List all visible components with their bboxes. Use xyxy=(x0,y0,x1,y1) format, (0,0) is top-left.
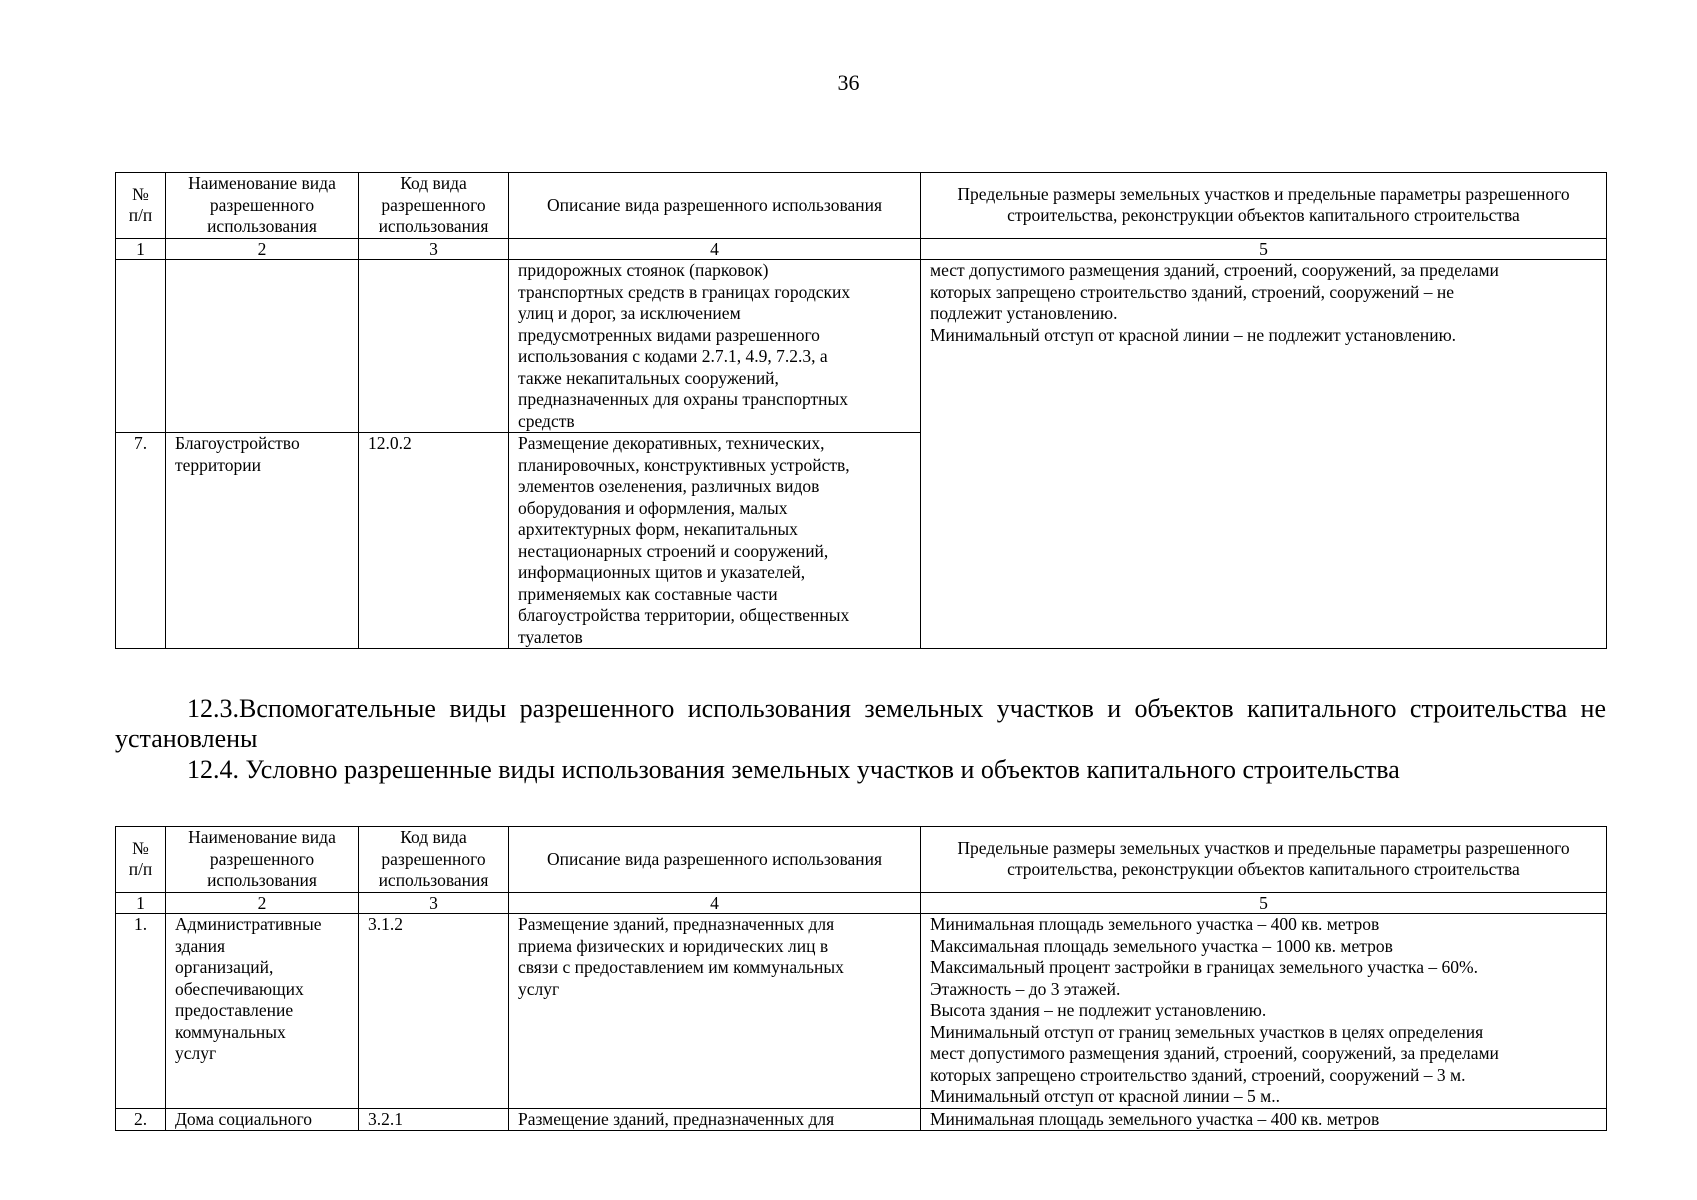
column-number: 5 xyxy=(921,892,1607,914)
row-description-cell: Размещение зданий, предназначенных для приема физических и юридических лиц в связи с предоставлением им коммунальных услуг xyxy=(509,914,921,1109)
column-number: 1 xyxy=(116,238,166,260)
column-number: 2 xyxy=(166,238,359,260)
table-header-row xyxy=(116,173,1607,239)
column-number: 4 xyxy=(509,238,921,260)
section-12-4-heading: 12.4. Условно разрешенные виды использования земельных участков и объектов капитального строительства xyxy=(187,755,1400,784)
row-code-cell xyxy=(359,260,509,433)
section-12-3-heading: 12.3.Вспомогательные виды разрешенного использования земельных участков и объектов капитального строительства не установлены xyxy=(115,694,1606,753)
column-number-row xyxy=(116,892,1607,914)
header-number: № п/п xyxy=(116,827,166,893)
header-number: № п/п xyxy=(116,173,166,239)
table-row xyxy=(116,260,1607,433)
row-number-cell xyxy=(116,260,166,433)
row-parameters-cell: Минимальная площадь земельного участка – 400 кв. метров Максимальная площадь земельного участка – 1000 кв. метров Максимальный процент застройки в границах земельного участка – 60%. Этажность – до 3 этажей. Высота здания – не подлежит установлению. Минимальный отступ от границ земельных участков в целях определения мест допустимого размещения зданий, строений, сооружений, за пределами которых запрещено строительство зданий, строений, сооружений – 3 м. Минимальный отступ от красной линии – 5 м.. xyxy=(921,914,1607,1109)
header-code: Код вида разрешенного использования xyxy=(359,827,509,893)
column-number-row xyxy=(116,238,1607,260)
table-header-row xyxy=(116,827,1607,893)
header-parameters: Предельные размеры земельных участков и предельные параметры разрешенного строительства, реконструкции объектов капитального строительства xyxy=(921,827,1607,893)
row-code-cell: 12.0.2 xyxy=(359,433,509,649)
row-name-cell xyxy=(166,260,359,433)
column-number: 3 xyxy=(359,238,509,260)
column-number: 2 xyxy=(166,892,359,914)
page-number: 36 xyxy=(837,70,860,95)
table-row xyxy=(116,914,1607,1109)
row-code-cell: 3.1.2 xyxy=(359,914,509,1109)
row-parameters-cell: Минимальная площадь земельного участка – 400 кв. метров xyxy=(921,1108,1607,1131)
header-name: Наименование вида разрешенного использования xyxy=(166,173,359,239)
row-description-cell: придорожных стоянок (парковок) транспортных средств в границах городских улиц и дорог, за исключением предусмотренных видами разрешенного использования с кодами 2.7.1, 4.9, 7.2.3, а также некапитальных сооружений, предназначенных для охраны транспортных средств xyxy=(509,260,921,433)
row-number-cell: 1. xyxy=(116,914,166,1109)
row-name-cell: Административные здания организаций, обеспечивающих предоставление коммунальных услуг xyxy=(166,914,359,1109)
permitted-uses-table-continued xyxy=(115,172,1607,649)
header-code: Код вида разрешенного использования xyxy=(359,173,509,239)
column-number: 5 xyxy=(921,238,1607,260)
row-name-cell: Дома социального xyxy=(166,1108,359,1131)
header-description: Описание вида разрешенного использования xyxy=(509,827,921,893)
header-name: Наименование вида разрешенного использования xyxy=(166,827,359,893)
column-number: 3 xyxy=(359,892,509,914)
row-description-cell: Размещение декоративных, технических, планировочных, конструктивных устройств, элементов озеленения, различных видов оборудования и оформления, малых архитектурных форм, некапитальных нестационарных строений и сооружений, информационных щитов и указателей, применяемых как составные части благоустройства территории, общественных туалетов xyxy=(509,433,921,649)
header-description: Описание вида разрешенного использования xyxy=(509,173,921,239)
column-number: 1 xyxy=(116,892,166,914)
row-code-cell: 3.2.1 xyxy=(359,1108,509,1131)
column-number: 4 xyxy=(509,892,921,914)
row-name-cell: Благоустройство территории xyxy=(166,433,359,649)
header-parameters: Предельные размеры земельных участков и предельные параметры разрешенного строительства, реконструкции объектов капитального строительства xyxy=(921,173,1607,239)
row-parameters-cell: мест допустимого размещения зданий, строений, сооружений, за пределами которых запрещено строительство зданий, строений, сооружений – не подлежит установлению. Минимальный отступ от красной линии – не подлежит установлению. xyxy=(921,260,1607,649)
conditional-uses-table xyxy=(115,826,1607,1131)
table-row xyxy=(116,1108,1607,1131)
row-number-cell: 2. xyxy=(116,1108,166,1131)
row-description-cell: Размещение зданий, предназначенных для xyxy=(509,1108,921,1131)
row-number-cell: 7. xyxy=(116,433,166,649)
